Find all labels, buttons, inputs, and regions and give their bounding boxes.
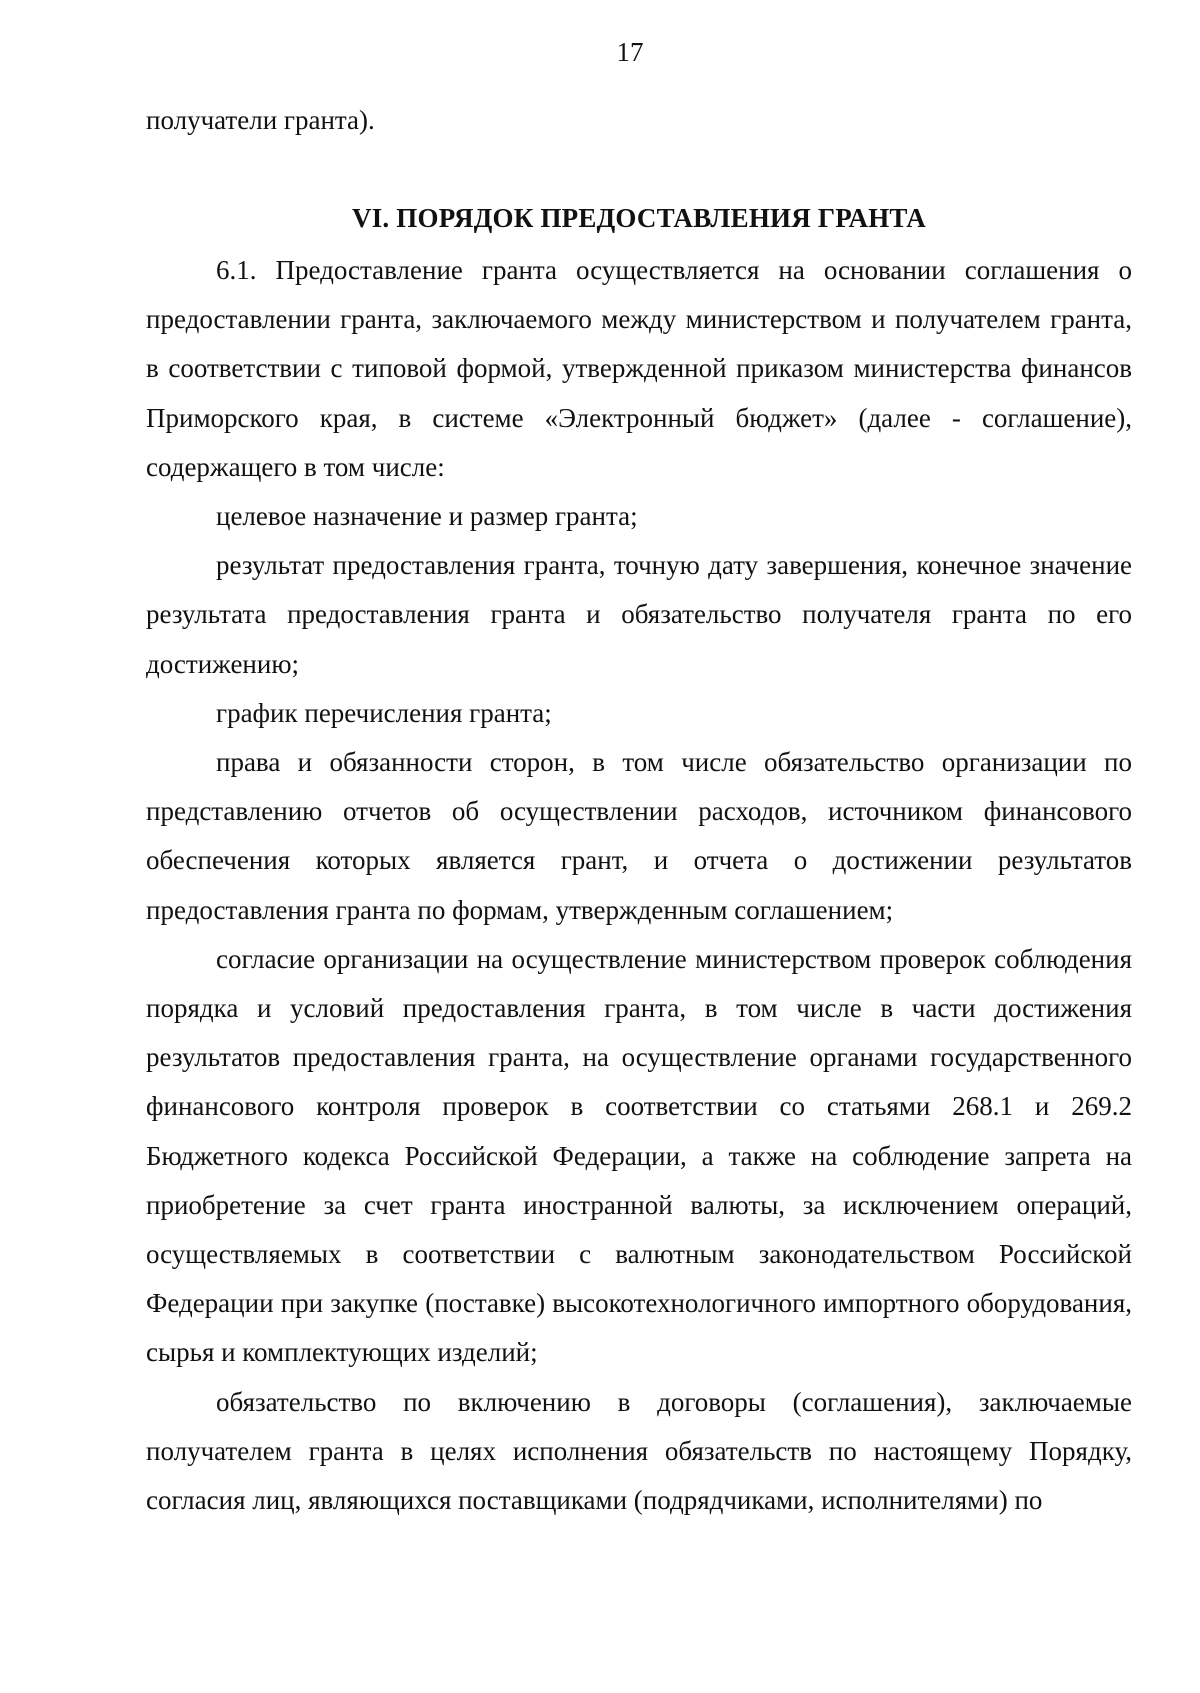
paragraph-result: результат предоставления гранта, точную дату завершения, конечное значение результата предоставления гранта и обязательство получателя гранта по его достижению; — [146, 550, 1132, 679]
paragraph-rights: права и обязанности сторон, в том числе обязательство организации по представлению отчетов об осуществлении расходов, источником финансового обеспечения которых является грант, и отчета о достижении результатов предоставления гранта по формам, утвержденным соглашением; — [146, 747, 1132, 925]
section-heading: VI. ПОРЯДОК ПРЕДОСТАВЛЕНИЯ ГРАНТА — [352, 203, 926, 233]
paragraph-consent: согласие организации на осуществление министерством проверок соблюдения порядка и условий предоставления гранта, в том числе в части достижения результатов предоставления гранта, на осуществление органами государственного финансового контроля проверок в соответствии со статьями 268.1 и 269.2 Бюджетного кодекса Российской Федерации, а также на соблюдение запрета на приобретение за счет гранта иностранной валюты, за исключением операций, осуществляемых в соответствии с валютным законодательством Российской Федерации при закупке (поставке) высокотехнологичного импортного оборудования, сырья и комплектующих изделий; — [146, 943, 1132, 1368]
page-number: 17 — [616, 37, 644, 67]
paragraph-6-1: 6.1. Предоставление гранта осуществляется на основании соглашения о предоставлении гранта, заключаемого между министерством и получателем гранта, в соответствии с типовой формой, утвержденной приказом министерства финансов Приморского края, в системе «Электронный бюджет» (далее - соглашение), содержащего в том числе: — [146, 255, 1132, 482]
continuation-text: получатели гранта). — [146, 105, 375, 135]
paragraph-schedule: график перечисления гранта; — [216, 697, 552, 728]
document-body — [146, 246, 1132, 1525]
paragraph-purpose: целевое назначение и размер гранта; — [216, 501, 638, 532]
paragraph-obligation: обязательство по включению в договоры (соглашения), заключаемые получателем гранта в целях исполнения обязательств по настоящему Порядку, согласия лиц, являющихся поставщиками (подрядчиками, исполнителями) по — [146, 1386, 1132, 1516]
